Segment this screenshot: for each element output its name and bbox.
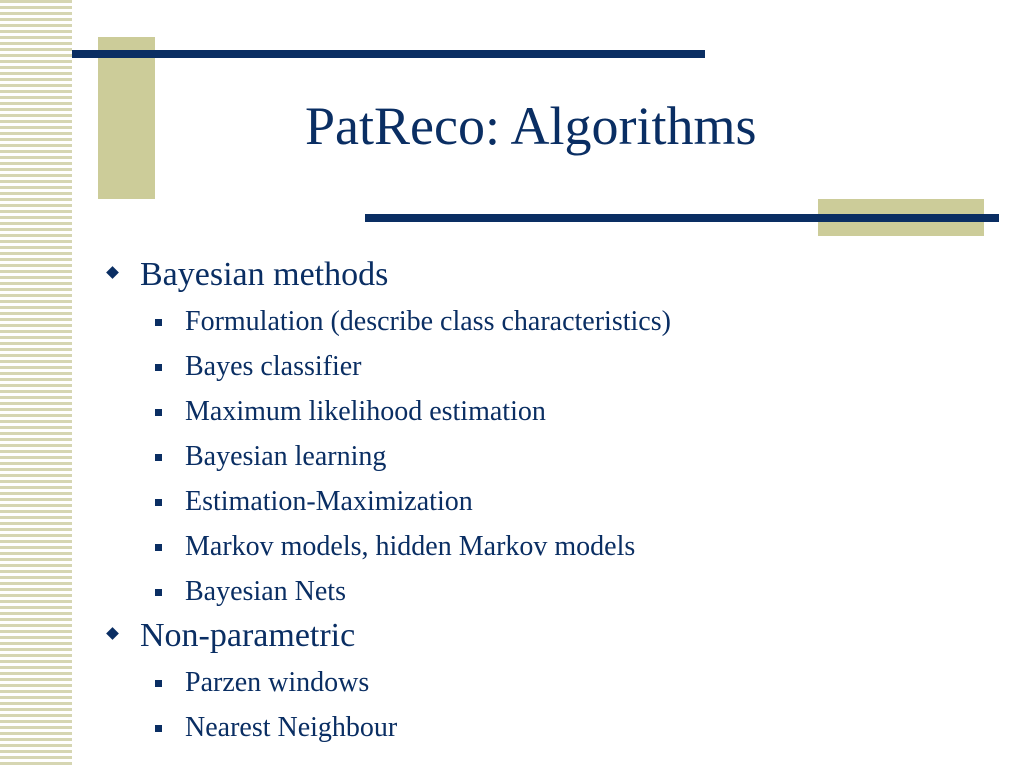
sub-bullet	[104, 569, 984, 614]
bullet-non-parametric	[104, 614, 984, 660]
square-bullet-icon	[155, 589, 162, 596]
sub-bullet	[104, 479, 984, 524]
square-bullet-icon	[155, 680, 162, 687]
sub-bullet	[104, 299, 984, 344]
sub-bullet	[104, 434, 984, 479]
sub-bullet-label: Bayesian Nets	[185, 576, 346, 607]
bullet-label: Bayesian methods	[140, 256, 389, 293]
square-bullet-icon	[155, 725, 162, 732]
diamond-bullet-icon	[106, 266, 119, 279]
bullet-label: Non-parametric	[140, 617, 356, 654]
square-bullet-icon	[155, 364, 162, 371]
striped-margin-decoration	[0, 0, 72, 768]
bullet-bayesian-methods	[104, 253, 984, 299]
sub-bullet-label: Parzen windows	[185, 667, 370, 698]
square-bullet-icon	[155, 454, 162, 461]
sub-bullet-label: Markov models, hidden Markov models	[185, 531, 636, 562]
sub-bullet-label: Estimation-Maximization	[185, 486, 473, 517]
sub-bullet	[104, 344, 984, 389]
tan-vertical-block	[98, 37, 155, 199]
square-bullet-icon	[155, 544, 162, 551]
bottom-rule	[365, 214, 999, 222]
sub-bullet	[104, 660, 984, 705]
diamond-bullet-icon	[106, 627, 119, 640]
square-bullet-icon	[155, 319, 162, 326]
sub-bullet-label: Maximum likelihood estimation	[185, 396, 546, 427]
top-rule	[72, 50, 705, 58]
slide-title: PatReco: Algorithms	[305, 96, 757, 156]
square-bullet-icon	[155, 409, 162, 416]
sub-bullet-label: Bayesian learning	[185, 441, 387, 472]
sub-bullet	[104, 524, 984, 569]
sub-bullet-label: Nearest Neighbour	[185, 712, 398, 743]
sub-bullet	[104, 389, 984, 434]
sub-bullet-label: Bayes classifier	[185, 351, 362, 382]
square-bullet-icon	[155, 499, 162, 506]
bullet-list	[104, 253, 984, 750]
sub-bullet-label: Formulation (describe class characteristics)	[185, 306, 671, 337]
sub-bullet	[104, 705, 984, 750]
